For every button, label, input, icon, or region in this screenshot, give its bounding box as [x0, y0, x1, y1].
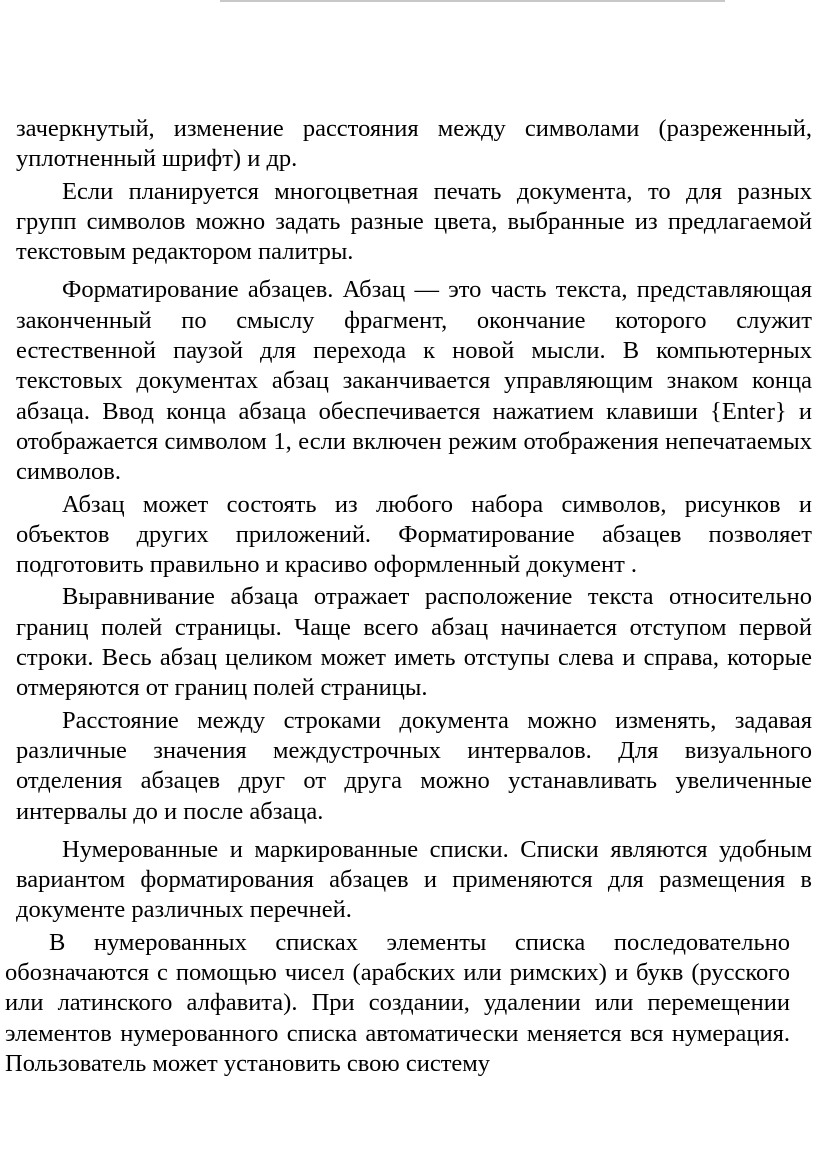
paragraph-paragraph-formatting: Форматирование абзацев. Абзац — это часть текста, представляющая законченный по смыслу фрагмент, окончание которого служит естественной паузой для перехода к новой мысли. В компьютерных текстовых документах абзац заканчивается управляющим знаком конца абзаца. Ввод конца абзаца обеспечивается нажатием клавиши {Enter} и отображается символом 1, если включен режим отображения непечатаемых символов.	[16, 276, 812, 486]
paragraph-multicolor-print: Если планируется многоцветная печать документа, то для разных групп символов можно задать разные цвета, выбранные из предлагаемой текстовым редактором палитры.	[16, 177, 812, 266]
paragraph-lists-heading: Нумерованные и маркированные списки. Списки являются удобным вариантом форматирования абзацев и применяются для размещения в документе различных перечней.	[16, 835, 812, 924]
paragraph-continuation: зачеркнутый, изменение расстояния между символами (разреженный, уплотненный шрифт) и др.	[16, 115, 812, 173]
paragraph-paragraph-content: Абзац может состоять из любого набора символов, рисунков и объектов других приложений. Форматирование абзацев позволяет подготовить правильно и красиво оформленный документ .	[16, 490, 812, 579]
paragraph-line-spacing: Расстояние между строками документа можно изменять, задавая различные значения междустрочных интервалов. Для визуального отделения абзацев друг от друга можно устанавливать увеличенные интервалы до и после абзаца.	[16, 706, 812, 825]
document-page	[5, 114, 812, 1079]
paragraph-alignment: Выравнивание абзаца отражает расположение текста относительно границ полей страницы. Чаще всего абзац начинается отступом первой строки. Весь абзац целиком может иметь отступы слева и справа, которые отмеряются от границ полей страницы.	[16, 583, 812, 702]
top-border-line	[220, 0, 725, 2]
paragraph-numbered-lists: В нумерованных списках элементы списка последовательно обозначаются с помощью чисел (арабских или римских) и букв (русского или латинского алфавита). При создании, удалении или перемещении элементов нумерованного списка автоматически меняется вся нумерация. Пользователь может установить свою систему	[5, 928, 790, 1077]
